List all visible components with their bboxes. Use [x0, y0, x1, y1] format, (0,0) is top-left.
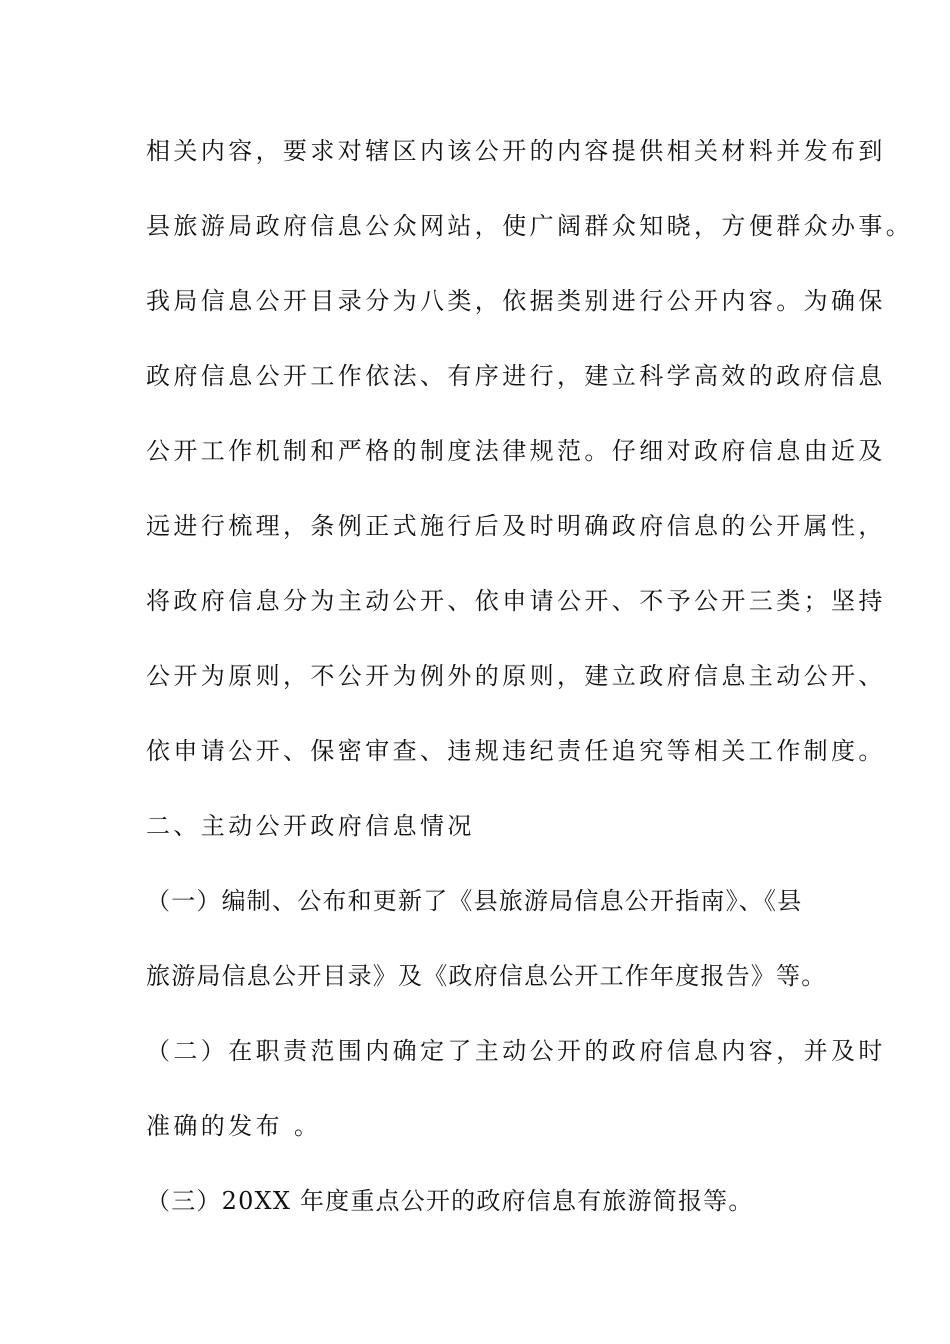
- paragraph-line: 我局信息公开目录分为八类，依据类别进行公开内容。为确保: [146, 287, 886, 315]
- paragraph-line: 远进行梳理，条例正式施行后及时明确政府信息的公开属性，: [146, 512, 886, 540]
- paragraph-line: 旅游局信息公开目录》及《政府信息公开工作年度报告》等。: [146, 962, 827, 990]
- document-body: [146, 126, 914, 1251]
- paragraph-line: 将政府信息分为主动公开、依申请公开、不予公开三类；坚持: [146, 587, 886, 615]
- paragraph-line: 依申请公开、保密审查、违规违纪责任追究等相关工作制度。: [146, 737, 886, 765]
- paragraph-line: （二）在职责范围内确定了主动公开的政府信息内容，并及时: [146, 1037, 886, 1065]
- section-heading: 二、主动公开政府信息情况: [146, 812, 475, 840]
- paragraph-line: 政府信息公开工作依法、有序进行，建立科学高效的政府信息: [146, 362, 886, 390]
- paragraph-line: 公开工作机制和严格的制度法律规范。仔细对政府信息由近及: [146, 437, 886, 465]
- paragraph-line: （一）编制、公布和更新了《县旅游局信息公开指南》、《县: [146, 887, 803, 915]
- paragraph-line: 准确的发布 。: [146, 1112, 322, 1140]
- paragraph-line: 公开为原则，不公开为例外的原则，建立政府信息主动公开、: [146, 662, 886, 690]
- paragraph-line: （三）20XX 年度重点公开的政府信息有旅游简报等。: [146, 1187, 754, 1215]
- paragraph-line: 相关内容，要求对辖区内该公开的内容提供相关材料并发布到: [146, 137, 886, 165]
- paragraph-line: 县旅游局政府信息公众网站，使广阔群众知晓，方便群众办事。: [146, 212, 914, 240]
